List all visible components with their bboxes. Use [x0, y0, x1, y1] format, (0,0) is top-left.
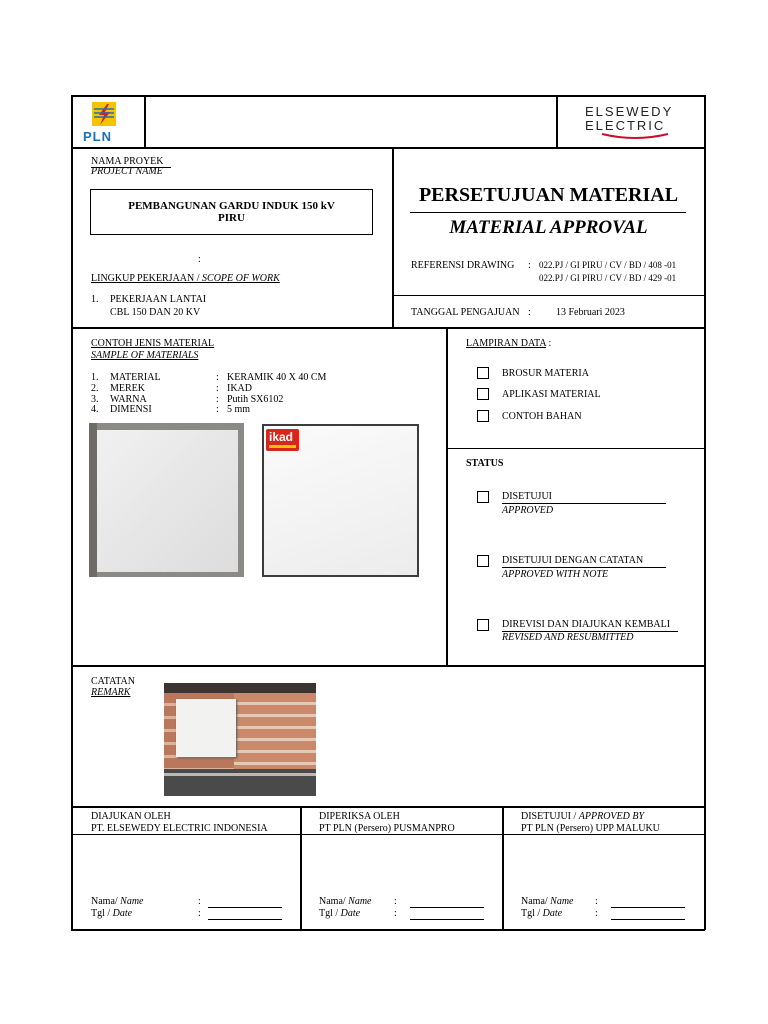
remark-label-en: REMARK	[91, 687, 131, 698]
project-label-en: PROJECT NAME	[91, 166, 163, 177]
scope-label	[91, 273, 280, 284]
status-option: DISETUJUI	[502, 491, 552, 502]
attachment-item: BROSUR MATERIA	[502, 368, 589, 379]
document-subtitle: MATERIAL APPROVAL	[449, 217, 648, 238]
scope-item-line2: CBL 150 DAN 20 KV	[110, 307, 201, 318]
spec-value: KERAMIK 40 X 40 CM	[227, 372, 327, 383]
scope-item-line1: PEKERJAAN LANTAI	[110, 294, 207, 305]
remark-photo	[164, 683, 316, 796]
spec-value: Putih SX6102	[227, 394, 284, 405]
signature-date-label: Tgl / Date	[91, 908, 133, 919]
signature-colon: :	[394, 908, 397, 919]
spec-num: 3.	[91, 394, 99, 405]
submission-date: 13 Februari 2023	[556, 307, 625, 318]
spec-colon: :	[216, 383, 219, 394]
spec-key: MATERIAL	[110, 372, 161, 383]
status-option: DIREVISI DAN DIAJUKAN KEMBALI	[502, 619, 671, 630]
signature-colon: :	[595, 896, 598, 907]
spec-key: WARNA	[110, 394, 147, 405]
signature-date-field[interactable]	[208, 919, 282, 920]
scope-label-id: LINGKUP PEKERJAAN /	[91, 273, 203, 284]
spec-key: MEREK	[110, 383, 145, 394]
elsewedy-logo-line2: ELECTRIC	[585, 118, 666, 133]
signature-name-label: Nama/ Name	[521, 896, 574, 907]
swoosh-icon	[580, 132, 690, 142]
project-label: NAMA PROYEK	[91, 156, 164, 167]
elsewedy-logo-line1: ELSEWEDY	[585, 104, 674, 119]
signature-name-field[interactable]	[208, 907, 282, 908]
signature-company: PT. ELSEWEDY ELECTRIC INDONESIA	[91, 823, 268, 834]
checkbox-aplikasi[interactable]	[477, 388, 489, 400]
signature-date-field[interactable]	[410, 919, 484, 920]
reference-colon: :	[528, 260, 531, 271]
signature-name-label: Nama/ Name	[91, 896, 144, 907]
pln-logo	[80, 100, 130, 144]
spec-value: IKAD	[227, 383, 252, 394]
signature-colon: :	[198, 896, 201, 907]
tile-photo-2	[262, 424, 419, 577]
spec-colon: :	[216, 404, 219, 415]
spec-num: 4.	[91, 404, 99, 415]
reference-value-1: 022.PJ / GI PIRU / CV / BD / 408 -01	[539, 260, 677, 270]
signature-name-field[interactable]	[611, 907, 685, 908]
document-title: PERSETUJUAN MATERIAL	[418, 184, 679, 206]
signature-date-label: Tgl / Date	[319, 908, 361, 919]
ikad-logo-text: ikad	[269, 430, 294, 444]
project-name-line1: PEMBANGUNAN GARDU INDUK 150 kV	[128, 200, 335, 212]
signature-date-label: Tgl / Date	[521, 908, 563, 919]
signature-colon: :	[595, 908, 598, 919]
status-option-en: APPROVED	[502, 505, 554, 516]
tile-photo-1	[89, 423, 244, 577]
project-colon: :	[198, 254, 201, 265]
spec-num: 1.	[91, 372, 99, 383]
sample-label: CONTOH JENIS MATERIAL	[91, 338, 215, 349]
signature-title: DIPERIKSA OLEH	[319, 811, 400, 822]
signature-date-field[interactable]	[611, 919, 685, 920]
signature-company: PT PLN (Persero) PUSMANPRO	[319, 823, 455, 834]
submission-colon: :	[528, 307, 531, 318]
elsewedy-logo	[580, 104, 690, 142]
signature-colon: :	[394, 896, 397, 907]
reference-value-2: 022.PJ / GI PIRU / CV / BD / 429 -01	[539, 273, 677, 283]
status-option: DISETUJUI DENGAN CATATAN	[502, 555, 644, 566]
reference-label: REFERENSI DRAWING	[411, 260, 515, 271]
spec-key: DIMENSI	[110, 404, 152, 415]
checkbox-contoh-bahan[interactable]	[477, 410, 489, 422]
signature-name-field[interactable]	[410, 907, 484, 908]
checkbox-approved[interactable]	[477, 491, 489, 503]
spec-colon: :	[216, 372, 219, 383]
signature-company: PT PLN (Persero) UPP MALUKU	[521, 823, 660, 834]
scope-item-num: 1.	[91, 294, 99, 305]
checkbox-brosur[interactable]	[477, 367, 489, 379]
spec-colon: :	[216, 394, 219, 405]
checkbox-revised[interactable]	[477, 619, 489, 631]
ikad-logo	[266, 429, 299, 451]
sample-label-en: SAMPLE OF MATERIALS	[91, 350, 199, 361]
project-name-line2: PIRU	[218, 212, 245, 224]
signature-name-label: Nama/ Name	[319, 896, 372, 907]
status-option-en: REVISED AND RESUBMITTED	[502, 632, 634, 643]
attachment-item: CONTOH BAHAN	[502, 411, 582, 422]
spec-value: 5 mm	[227, 404, 251, 415]
pln-logo-text: PLN	[83, 129, 112, 144]
submission-label: TANGGAL PENGAJUAN	[411, 307, 520, 318]
checkbox-approved-with-note[interactable]	[477, 555, 489, 567]
status-option-en: APPROVED WITH NOTE	[502, 569, 609, 580]
lightning-icon	[80, 100, 130, 130]
scope-label-en: SCOPE OF WORK	[202, 273, 280, 284]
signature-colon: :	[198, 908, 201, 919]
remark-label: CATATAN	[91, 676, 135, 687]
project-name-box	[90, 189, 373, 235]
spec-num: 2.	[91, 383, 99, 394]
attachment-item: APLIKASI MATERIAL	[502, 389, 601, 400]
attachments-label	[466, 338, 551, 349]
signature-title: DIAJUKAN OLEH	[91, 811, 171, 822]
attachments-colon: :	[546, 338, 552, 349]
status-label: STATUS	[466, 458, 504, 469]
signature-title: DISETUJUI / APPROVED BY	[521, 811, 645, 822]
attachments-label-text: LAMPIRAN DATA	[466, 338, 547, 349]
